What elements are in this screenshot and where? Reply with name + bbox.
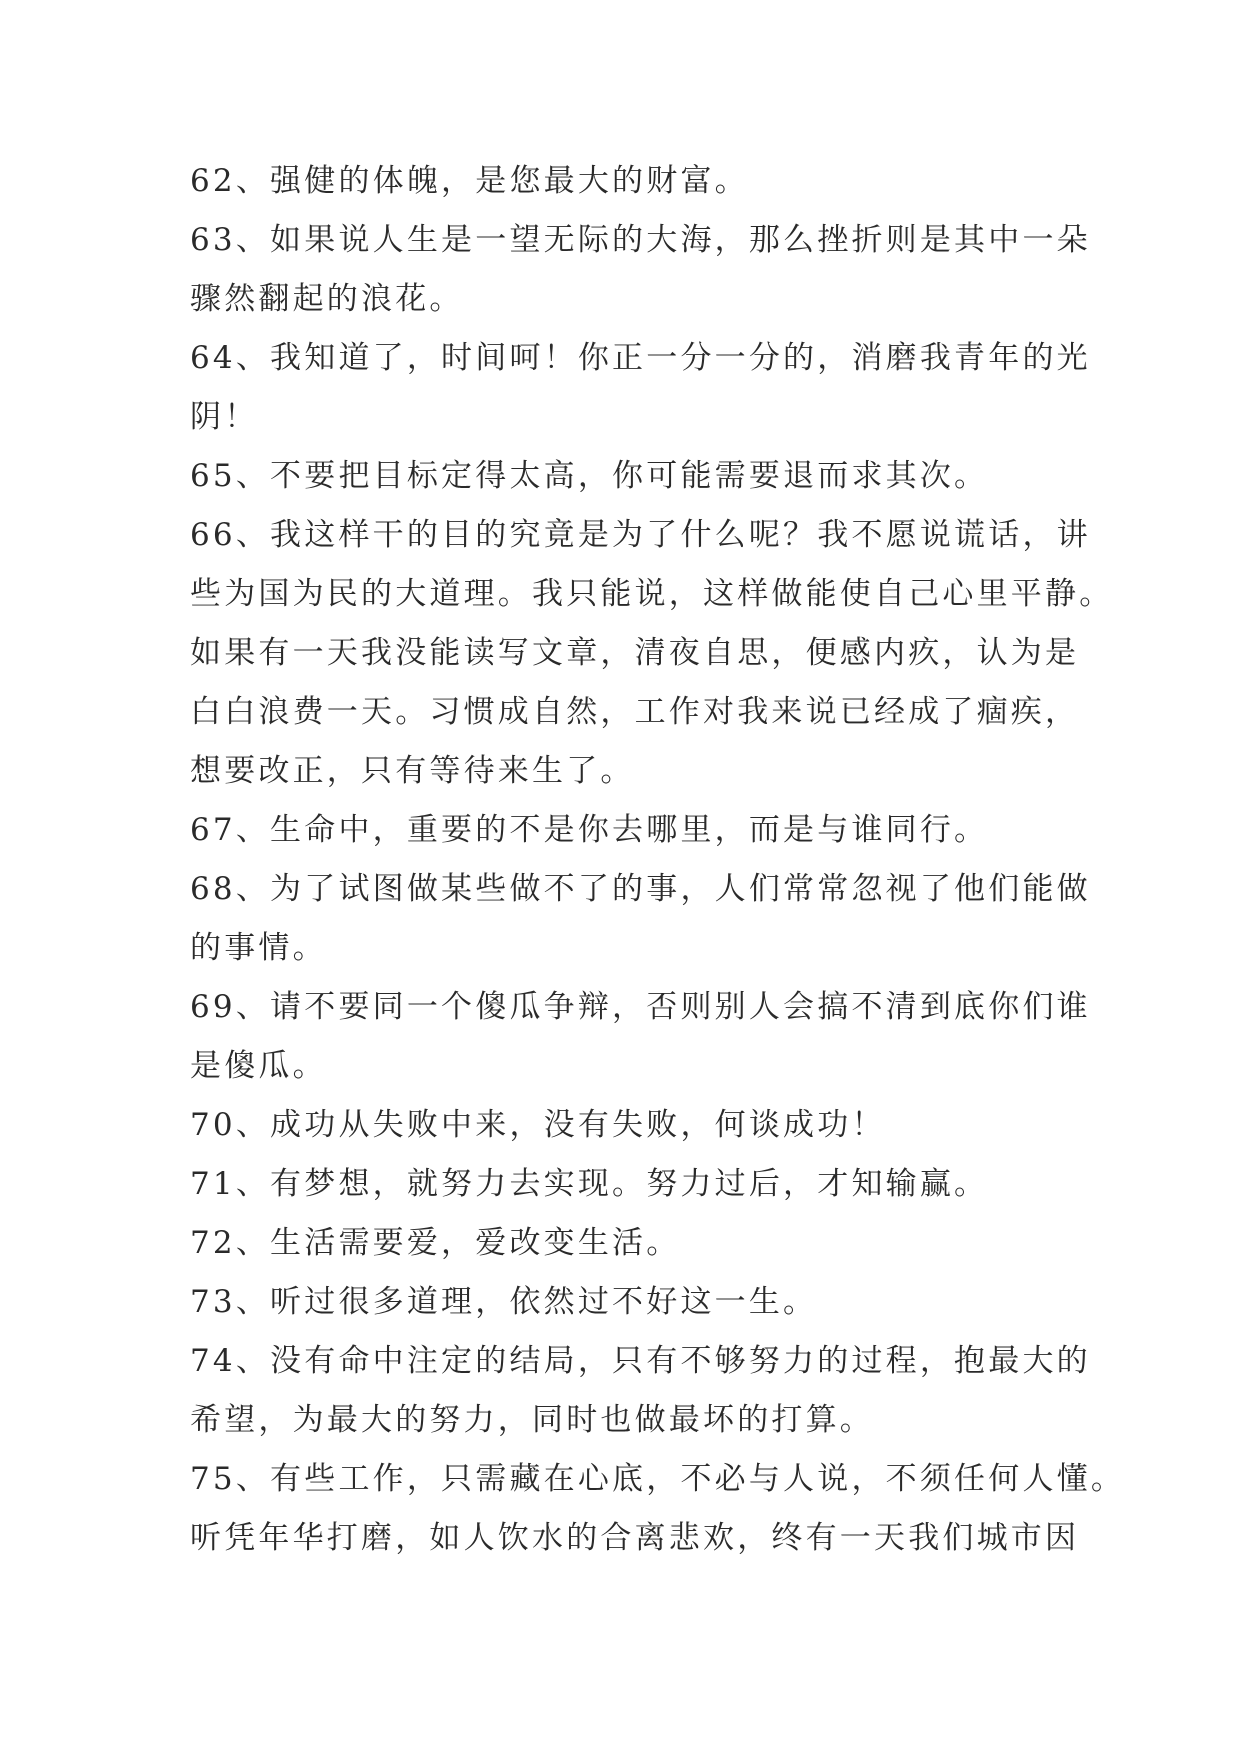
text-line: 68、为了试图做某些做不了的事，人们常常忽视了他们能做 [190, 871, 1091, 907]
text-line: 69、请不要同一个傻瓜争辩，否则别人会搞不清到底你们谁 [190, 989, 1091, 1025]
text-line: 67、生命中，重要的不是你去哪里，而是与谁同行。 [190, 812, 989, 848]
text-line: 骤然翻起的浪花。 [190, 281, 464, 317]
text-line: 73、听过很多道理，依然过不好这一生。 [190, 1284, 818, 1320]
text-line: 阴！ [190, 399, 259, 435]
text-line: 64、我知道了，时间呵！你正一分一分的，消磨我青年的光 [190, 340, 1091, 376]
text-line: 些为国为民的大道理。我只能说，这样做能使自己心里平静。 [190, 576, 1114, 612]
text-line: 想要改正，只有等待来生了。 [190, 753, 635, 789]
text-line: 71、有梦想，就努力去实现。努力过后，才知输赢。 [190, 1166, 989, 1202]
text-line: 70、成功从失败中来，没有失败，何谈成功！ [190, 1107, 886, 1143]
text-line: 63、如果说人生是一望无际的大海，那么挫折则是其中一朵 [190, 222, 1091, 258]
text-line: 白白浪费一天。习惯成自然，工作对我来说已经成了痼疾， [190, 694, 1080, 730]
text-line: 75、有些工作，只需藏在心底，不必与人说，不须任何人懂。 [190, 1461, 1126, 1497]
document-body [190, 152, 1126, 1568]
text-line: 66、我这样干的目的究竟是为了什么呢？我不愿说谎话，讲 [190, 517, 1091, 553]
text-line: 72、生活需要爱，爱改变生活。 [190, 1225, 681, 1261]
text-line: 听凭年华打磨，如人饮水的合离悲欢，终有一天我们城市因 [190, 1520, 1080, 1556]
text-line: 是傻瓜。 [190, 1048, 327, 1084]
text-line: 的事情。 [190, 930, 327, 966]
text-line: 希望，为最大的努力，同时也做最坏的打算。 [190, 1402, 874, 1438]
text-line: 62、强健的体魄，是您最大的财富。 [190, 163, 749, 199]
text-line: 如果有一天我没能读写文章，清夜自思，便感内疚，认为是 [190, 635, 1080, 671]
text-line: 65、不要把目标定得太高，你可能需要退而求其次。 [190, 458, 989, 494]
text-line: 74、没有命中注定的结局，只有不够努力的过程，抱最大的 [190, 1343, 1091, 1379]
